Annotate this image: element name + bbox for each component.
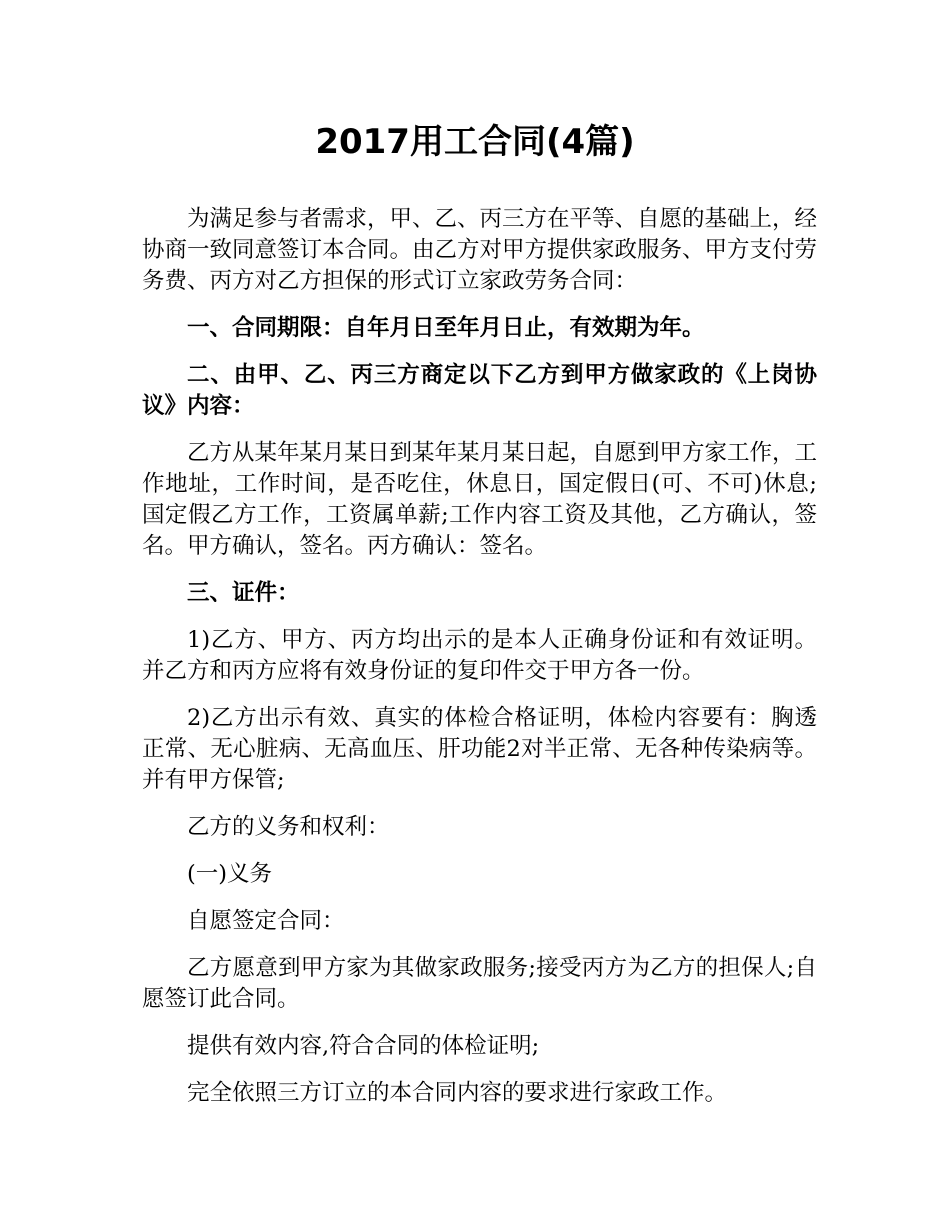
paragraph-follow-contract: 完全依照三方订立的本合同内容的要求进行家政工作。: [187, 1080, 728, 1106]
document-title: 2017用工合同(4篇): [315, 122, 635, 162]
paragraph-provide-certificate: 提供有效内容,符合合同的体检证明;: [187, 1033, 540, 1059]
paragraph-intro: 为满足参与者需求，甲、乙、丙三方在平等、自愿的基础上，经协商一致同意签订本合同。由乙方对甲方提供家政服务、甲方支付劳务费、丙方对乙方担保的形式订立家政劳务合同：: [142, 206, 818, 294]
paragraph-obligations-rights: 乙方的义务和权利：: [187, 814, 390, 840]
paragraph-health-certificate: 2)乙方出示有效、真实的体检合格证明，体检内容要有：胸透正常、无心脏病、无高血压、肝功能2对半正常、无各种传染病等。并有甲方保管;: [142, 705, 817, 793]
paragraph-voluntary-sign: 自愿签定合同：: [187, 908, 345, 934]
paragraph-obligations-heading: (一)义务: [187, 861, 273, 887]
paragraph-id-certificates: 1)乙方、甲方、丙方均出示的是本人正确身份证和有效证明。并乙方和丙方应将有效身份证的复印件交于甲方各一份。: [142, 627, 817, 684]
heading-job-agreement: 二、由甲、乙、丙三方商定以下乙方到甲方做家政的《上岗协议》内容：: [142, 362, 817, 419]
paragraph-job-details: 乙方从某年某月某日到某年某月某日起，自愿到甲方家工作，工作地址，工作时间，是否吃住，休息日，国定假日(可、不可)休息;国定假乙方工作，工资属单薪;工作内容工资及其他，乙方确认，签名。甲方确认，签名。丙方确认：签名。: [142, 440, 818, 559]
document-body: [142, 204, 817, 1125]
heading-certificates: 三、证件：: [187, 580, 300, 606]
heading-contract-term: 一、合同期限：自年月日至年月日止，有效期为年。: [187, 315, 705, 341]
paragraph-willing-service: 乙方愿意到甲方家为其做家政服务;接受丙方为乙方的担保人;自愿签订此合同。: [142, 955, 817, 1012]
